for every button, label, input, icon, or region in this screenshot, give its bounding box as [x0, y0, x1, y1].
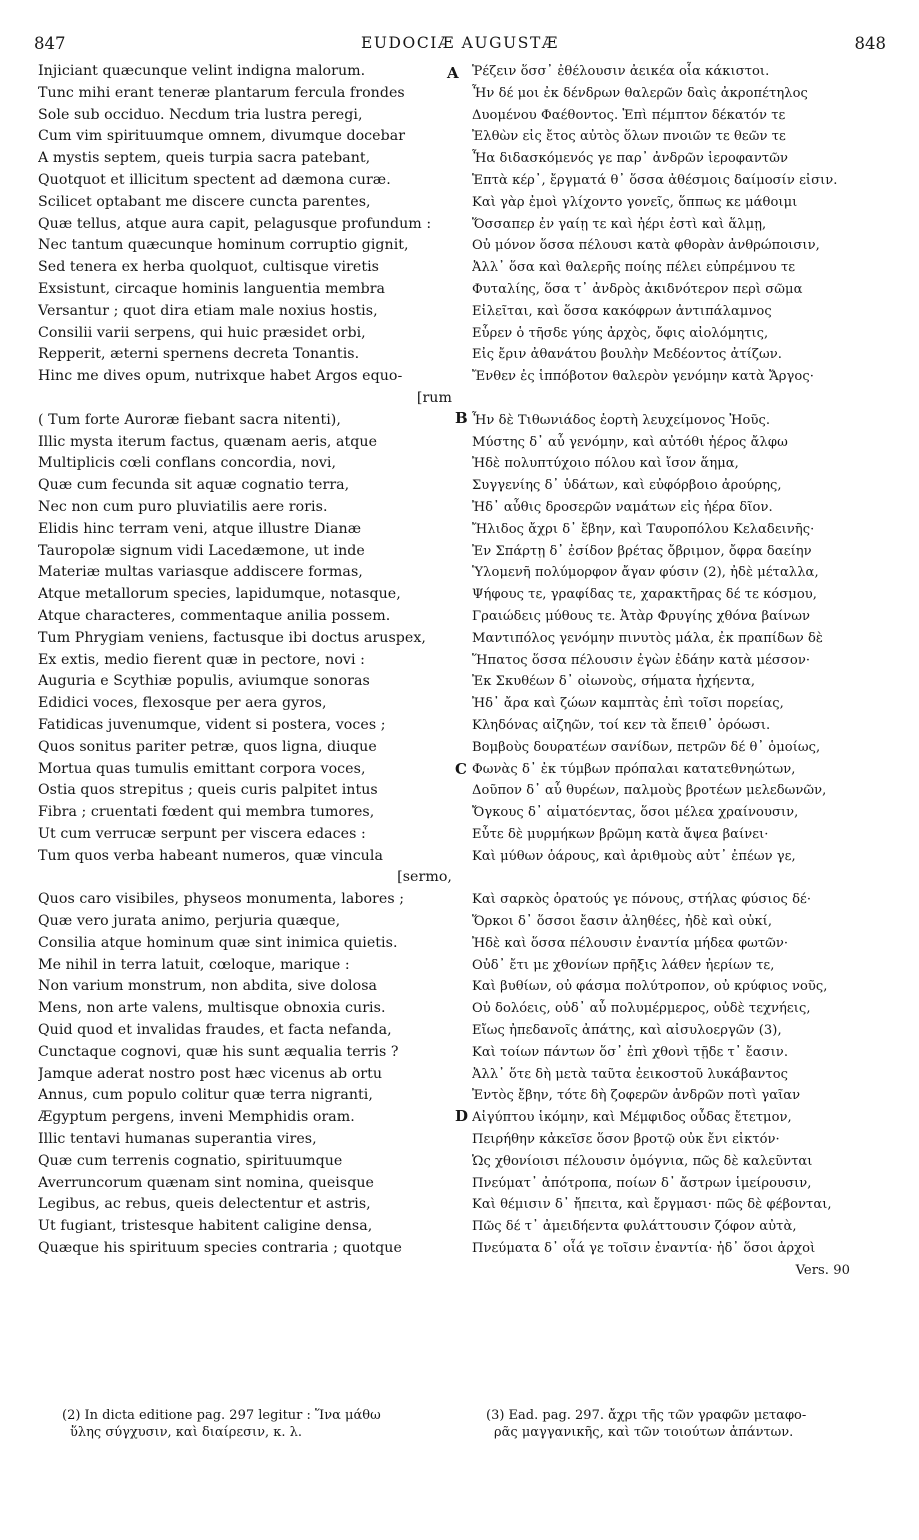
margin-marker-a: A — [447, 64, 459, 82]
latin-line: Jamque aderat nostro post hæc vicenus ab ortu — [38, 1065, 383, 1082]
latin-line: Sole sub occiduo. Necdum tria lustra peregi, — [38, 106, 363, 123]
greek-line: Ὅσσαπερ ἐν γαίῃ τε καὶ ἠέρι ἐστὶ καὶ ἅλμῃ, — [472, 216, 767, 232]
latin-line: Consilia atque hominum quæ sint inimica quietis. — [38, 934, 398, 951]
footnote-line: ὕλης σύγχυσιν, καὶ διαίρεσιν, κ. λ. — [70, 1425, 303, 1440]
greek-line: Ἑπτὰ κέρ᾽, ἔργματά θ᾽ ὅσσα ἀθέσμοις δαίμοσίν εἰσιν. — [472, 172, 838, 188]
latin-line: Elidis hinc terram veni, atque illustre Dianæ — [38, 520, 362, 537]
greek-line: Ὡς χθονίοισι πέλουσιν ὁμόγνια, πῶς δὲ καλεῦνται — [472, 1153, 813, 1169]
margin-marker-b: B — [455, 409, 468, 427]
greek-line: Καὶ θέμισιν δ᾽ ἤπειτα, καὶ ἔργμασι· πῶς δὲ φέβονται, — [472, 1197, 832, 1213]
greek-line: Μύστης δ᾽ αὖ γενόμην, καὶ αὐτόθι ἠέρος ἄλφω — [472, 434, 788, 450]
greek-line: Ἐκ Σκυθέων δ᾽ οἰωνοὺς, σήματα ἠχήεντα, — [472, 674, 756, 690]
latin-line: Quæ vero jurata animo, perjuria quæque, — [38, 913, 341, 930]
greek-line: Ἤλιδος ἄχρι δ᾽ ἔβην, καὶ Ταυροπόλου Κελαδεινῆς· — [472, 521, 815, 537]
latin-line: Tum Phrygiam veniens, factusque ibi doctus aruspex, — [38, 629, 426, 646]
latin-line: Illic mysta iterum factus, quænam aeris, atque — [38, 433, 378, 450]
greek-line: Καὶ μύθων ὁάρους, καὶ ἀριθμοὺς αὐτ᾽ ἐπέων γε, — [472, 848, 796, 864]
greek-line: Καὶ τοίων πάντων ὅσ᾽ ἐπὶ χθονὶ τῇδε τ᾽ ἔασιν. — [472, 1044, 789, 1060]
greek-line: Ἐν Σπάρτῃ δ᾽ ἐσίδον βρέτας ὄβριμον, ὄφρα δαείην — [472, 543, 812, 559]
latin-line: Quæ cum fecunda sit aquæ cognatio terra, — [38, 477, 350, 494]
greek-line: Δοῦπον δ᾽ αὖ θυρέων, παλμοὺς βροτέων μελεδωνῶν, — [472, 783, 827, 799]
latin-line: Nec tantum quæcunque hominum corruptio gignit, — [38, 237, 409, 254]
latin-line: Versantur ; quot dira etiam male noxius hostis, — [38, 302, 378, 319]
latin-line: Scilicet optabant me discere cuncta parentes, — [38, 193, 371, 210]
greek-line: Αἰγύπτου ἱκόμην, καὶ Μέμφιδος οὖδας ἔτετμον, — [472, 1110, 792, 1126]
latin-line: Mens, non arte valens, multisque obnoxia curis. — [38, 1000, 386, 1017]
greek-line — [472, 388, 890, 410]
latin-line: Sed tenera ex herba quolquot, cultisque viretis — [38, 259, 380, 276]
greek-line: Ἥπατος ὅσσα πέλουσιν ἐγὼν ἐδάην κατὰ μέσσον· — [472, 652, 811, 668]
latin-line: Ostia quos strepitus ; queis curis palpitet intus — [38, 782, 378, 799]
verse-number: Vers. 90 — [795, 1262, 850, 1278]
greek-line: Εὗρεν ὁ τῆσδε γύης ἀρχὸς, ὄφις αἰολόμητις, — [472, 325, 769, 341]
greek-line: Καὶ σαρκὸς ὁρατούς γε πόνους, στήλας φύσιος δέ· — [472, 892, 812, 908]
greek-line: Συγγενίης δ᾽ ὑδάτων, καὶ εὐφόρβοιο ἀρούρης, — [472, 478, 782, 494]
footnote-line: (2) In dicta editione pag. 297 legitur : Ἵνα μάθω — [62, 1408, 381, 1423]
greek-line: Κληδόνας αἰζηῶν, τοί κεν τὰ ἔπειθ᾽ ὁρόωσι. — [472, 717, 771, 733]
footnote-line: (3) Ead. pag. 297. ἄχρι τῆς τῶν γραφῶν μεταφο- — [486, 1408, 807, 1423]
latin-line: Hinc me dives opum, nutrixque habet Argos equo- — [38, 368, 403, 385]
greek-line: Γραιώδεις μύθους τε. Ἀτὰρ Φρυγίης χθόνα βαίνων — [472, 608, 810, 624]
greek-line: Ἦν δέ μοι ἐκ δένδρων θαλερῶν δαὶς ἀκροπέτηλος — [472, 85, 808, 101]
greek-line: Δυομένου Φαέθοντος. Ἐπὶ πέμπτον δέκατόν τε — [472, 107, 786, 123]
greek-line: Εἴως ἠπεδανοῖς ἀπάτης, καὶ αἰσυλοεργῶν (3), — [472, 1023, 782, 1039]
greek-line: Πνεύματα δ᾽ οἷά γε τοῖσιν ἐναντία· ἠδ᾽ ὅσοι ἀρχοὶ — [472, 1241, 816, 1257]
greek-line: Εἰς ἔριν ἀθανάτου βουλὴν Μεδέοντος ἀτίζων. — [472, 347, 783, 363]
greek-line: Ὑλομενῆ πολύμορφον ἄγαν φύσιν (2), ἠδὲ μέταλλα, — [472, 565, 819, 581]
latin-line: Auguria e Scythiæ populis, aviumque sonoras — [38, 673, 370, 690]
latin-line: Edidici voces, flexosque per aera gyros, — [38, 695, 327, 712]
latin-line: [rum — [416, 389, 452, 406]
footnote-line: ρᾶς μαγγανικῆς, καὶ τῶν τοιούτων ἀπάντων. — [494, 1425, 794, 1440]
greek-line: Ἀλλ᾽ ὅτε δὴ μετὰ ταῦτα ἐεικοστοῦ λυκάβαντος — [472, 1066, 789, 1082]
latin-line: Consilii varii serpens, qui huic præsidet orbi, — [38, 324, 366, 341]
greek-line: Ἠδὲ πολυπτύχοιο πόλου καὶ ἴσον ἅημα, — [472, 456, 739, 472]
latin-line: Quæque his spirituum species contraria ; quotque — [38, 1240, 402, 1257]
latin-line: Atque characteres, commentaque anilia possem. — [38, 607, 391, 624]
footnote-left — [62, 1407, 452, 1441]
latin-line: Ex extis, medio fierent quæ in pectore, novi : — [38, 651, 365, 668]
latin-line: Fatidicas juvenumque, vident si postera, voces ; — [38, 716, 386, 733]
latin-line: Exsistunt, circaque hominis languentia membra — [38, 280, 386, 297]
latin-line: Injiciant quæcunque velint indigna malorum. — [38, 63, 366, 79]
latin-line: Quid quod et invalidas fraudes, et facta nefanda, — [38, 1022, 392, 1039]
latin-line: A mystis septem, queis turpia sacra patebant, — [38, 150, 371, 167]
greek-line: Ψήφους τε, γραφίδας τε, χαρακτῆρας δέ τε κόσμου, — [472, 587, 817, 603]
greek-line: Ὄγκους δ᾽ αἱματόεντας, ὅσοι μέλεα χραίνουσιν, — [472, 805, 799, 821]
latin-line: Quæ cum terrenis cognatio, spirituumque — [38, 1152, 343, 1169]
latin-line: Quæ tellus, atque aura capit, pelagusque profundum : — [38, 215, 432, 232]
greek-line: Ἔνθεν ἐς ἱππόβοτον θαλερὸν γενόμην κατὰ Ἄργος· — [472, 369, 814, 385]
latin-line: Repperit, æterni spernens decreta Tonantis. — [38, 346, 360, 363]
greek-line: Ἦν δὲ Τιθωνιάδος ἑορτὴ λευχείμονος Ἠοῦς. — [472, 412, 771, 428]
footnote-right — [486, 1407, 886, 1441]
greek-line — [472, 867, 890, 889]
latin-line: Ut fugiant, tristesque habitent caligine densa, — [38, 1218, 373, 1235]
latin-line: Averruncorum quænam sint nomina, queisque — [38, 1174, 374, 1191]
greek-column — [472, 61, 890, 1282]
latin-line: Quos caro visibiles, physeos monumenta, labores ; — [38, 891, 405, 908]
greek-line: Βομβοὺς δουρατέων σανίδων, πετρῶν δέ θ᾽ ὁμοίως, — [472, 739, 821, 755]
latin-line: Tauropolæ signum vidi Lacedæmone, ut inde — [38, 542, 365, 559]
greek-line: Καὶ γὰρ ἐμοὶ γλίχοντο γονεῖς, ὅππως κε μάθοιμι — [472, 194, 798, 210]
greek-line: Πνεύματ᾽ ἀπότροπα, ποίων δ᾽ ἄστρων ἱμείρουσιν, — [472, 1175, 812, 1191]
latin-line: Me nihil in terra latuit, cœloque, marique : — [38, 956, 350, 973]
latin-line: Ut cum verrucæ serpunt per viscera edaces : — [38, 825, 366, 842]
greek-line: Καὶ βυθίων, οὐ φάσμα πολύτροπον, οὐ κρύφιος νοῦς, — [472, 979, 828, 995]
running-title: EUDOCIÆ AUGUSTÆ — [360, 34, 560, 52]
greek-line: Ἀλλ᾽ ὅσα καὶ θαλερῆς ποίης πέλει εὐπρέμνου τε — [472, 260, 796, 276]
greek-line: Ὅρκοι δ᾽ ὅσσοι ἔασιν ἀληθέες, ἠδὲ καὶ οὐκί, — [472, 914, 773, 930]
greek-line: Ἦα διδασκόμενός γε παρ᾽ ἀνδρῶν ἱεροφαντῶν — [472, 151, 788, 167]
greek-line: Φυταλίης, ὅσα τ᾽ ἀνδρὸς ἀκιδνότερον περὶ σῶμα — [472, 281, 803, 297]
latin-line: Cunctaque cognovi, quæ his sunt æqualia terris ? — [38, 1043, 399, 1060]
margin-marker-d: D — [455, 1107, 469, 1125]
page-header — [34, 34, 886, 56]
greek-line: Οὐ δολόεις, οὐδ᾽ αὖ πολυμέρμερος, οὐδὲ τεχνήεις, — [472, 1001, 811, 1017]
latin-line: ( Tum forte Auroræ fiebant sacra nitenti), — [38, 411, 341, 428]
latin-line: Atque metallorum species, lapidumque, notasque, — [38, 586, 401, 603]
latin-line: Tum quos verba habeant numeros, quæ vincula — [38, 847, 383, 864]
greek-line: Πειρήθην κἀκεῖσε ὅσον βροτῷ οὐκ ἔνι εἰκτόν· — [472, 1132, 780, 1148]
greek-line: Φωνὰς δ᾽ ἐκ τύμβων πρόπαλαι κατατεθνηώτων, — [472, 761, 796, 777]
latin-column — [38, 61, 452, 1260]
greek-line: Ἠδ᾽ ἄρα καὶ ζώων καμπτὰς ἐπὶ τοῖσι πορείας, — [472, 696, 784, 712]
latin-line: Mortua quas tumulis emittant corpora voces, — [38, 760, 366, 777]
latin-line: Legibus, ac rebus, queis delectentur et astris, — [38, 1196, 371, 1213]
latin-line: Quotquot et illicitum spectent ad dæmona curæ. — [38, 171, 391, 188]
latin-line: Fibra ; cruentati fœdent qui membra tumores, — [38, 804, 375, 821]
page-number-right: 848 — [854, 34, 886, 53]
greek-line: Ἐλθὼν εἰς ἔτος αὐτὸς ὅλων πνοιῶν τε θεῶν τε — [472, 129, 786, 145]
greek-line: Οὐ μόνον ὅσσα πέλουσι κατὰ φθορὰν ἀνθρώποισιν, — [472, 238, 820, 254]
latin-line: Cum vim spirituumque omnem, divumque docebar — [38, 128, 406, 145]
greek-line: Ἠδὲ καὶ ὅσσα πέλουσιν ἐναντία μήδεα φωτῶν· — [472, 935, 789, 951]
greek-line: Πῶς δέ τ᾽ ἀμειδήεντα φυλάττουσιν ζόφον αὐτὰ, — [472, 1219, 797, 1235]
margin-marker-c: C — [455, 760, 467, 778]
greek-line: Ῥέζειν ὅσσ᾽ ἐθέλουσιν ἀεικέα οἷα κάκιστοι. — [472, 64, 770, 79]
latin-line: Annus, cum populo colitur quæ terra nigranti, — [38, 1087, 373, 1104]
greek-line: Ἠδ᾽ αὖθις δροσερῶν ναμάτων εἰς ἠέρα δῖον. — [472, 499, 773, 515]
latin-line: Quos sonitus pariter petræ, quos ligna, diuque — [38, 738, 377, 755]
greek-line: Εὖτε δὲ μυρμήκων βρῶμη κατὰ ἄψεα βαίνει· — [472, 826, 769, 842]
page-number-left: 847 — [34, 34, 66, 53]
latin-line: Nec non cum puro pluviatilis aere roris. — [38, 498, 328, 515]
greek-line: Ἐντὸς ἔβην, τότε δὴ ζοφερῶν ἀνδρῶν ποτὶ γαῖαν — [472, 1088, 801, 1104]
latin-line: Tunc mihi erant teneræ plantarum fercula frondes — [38, 84, 405, 101]
latin-line: Materiæ multas variasque addiscere formas, — [38, 564, 363, 581]
greek-line: Οὐδ᾽ ἔτι με χθονίων πρῆξις λάθεν ἠερίων τε, — [472, 957, 775, 973]
latin-line: Ægyptum pergens, inveni Memphidis oram. — [38, 1109, 355, 1126]
greek-line: Εἰλεῖται, καὶ ὅσσα κακόφρων ἀντιπάλαμνος — [472, 303, 772, 319]
greek-line: Μαντιπόλος γενόμην πινυτὸς μάλα, ἐκ πραπίδων δὲ — [472, 630, 823, 646]
latin-line: [sermo, — [397, 869, 452, 886]
latin-line: Illic tentavi humanas superantia vires, — [38, 1131, 317, 1148]
latin-line: Multiplicis cœli conflans concordia, novi, — [38, 455, 337, 472]
latin-line: Non varium monstrum, non abdita, sive dolosa — [38, 978, 378, 995]
